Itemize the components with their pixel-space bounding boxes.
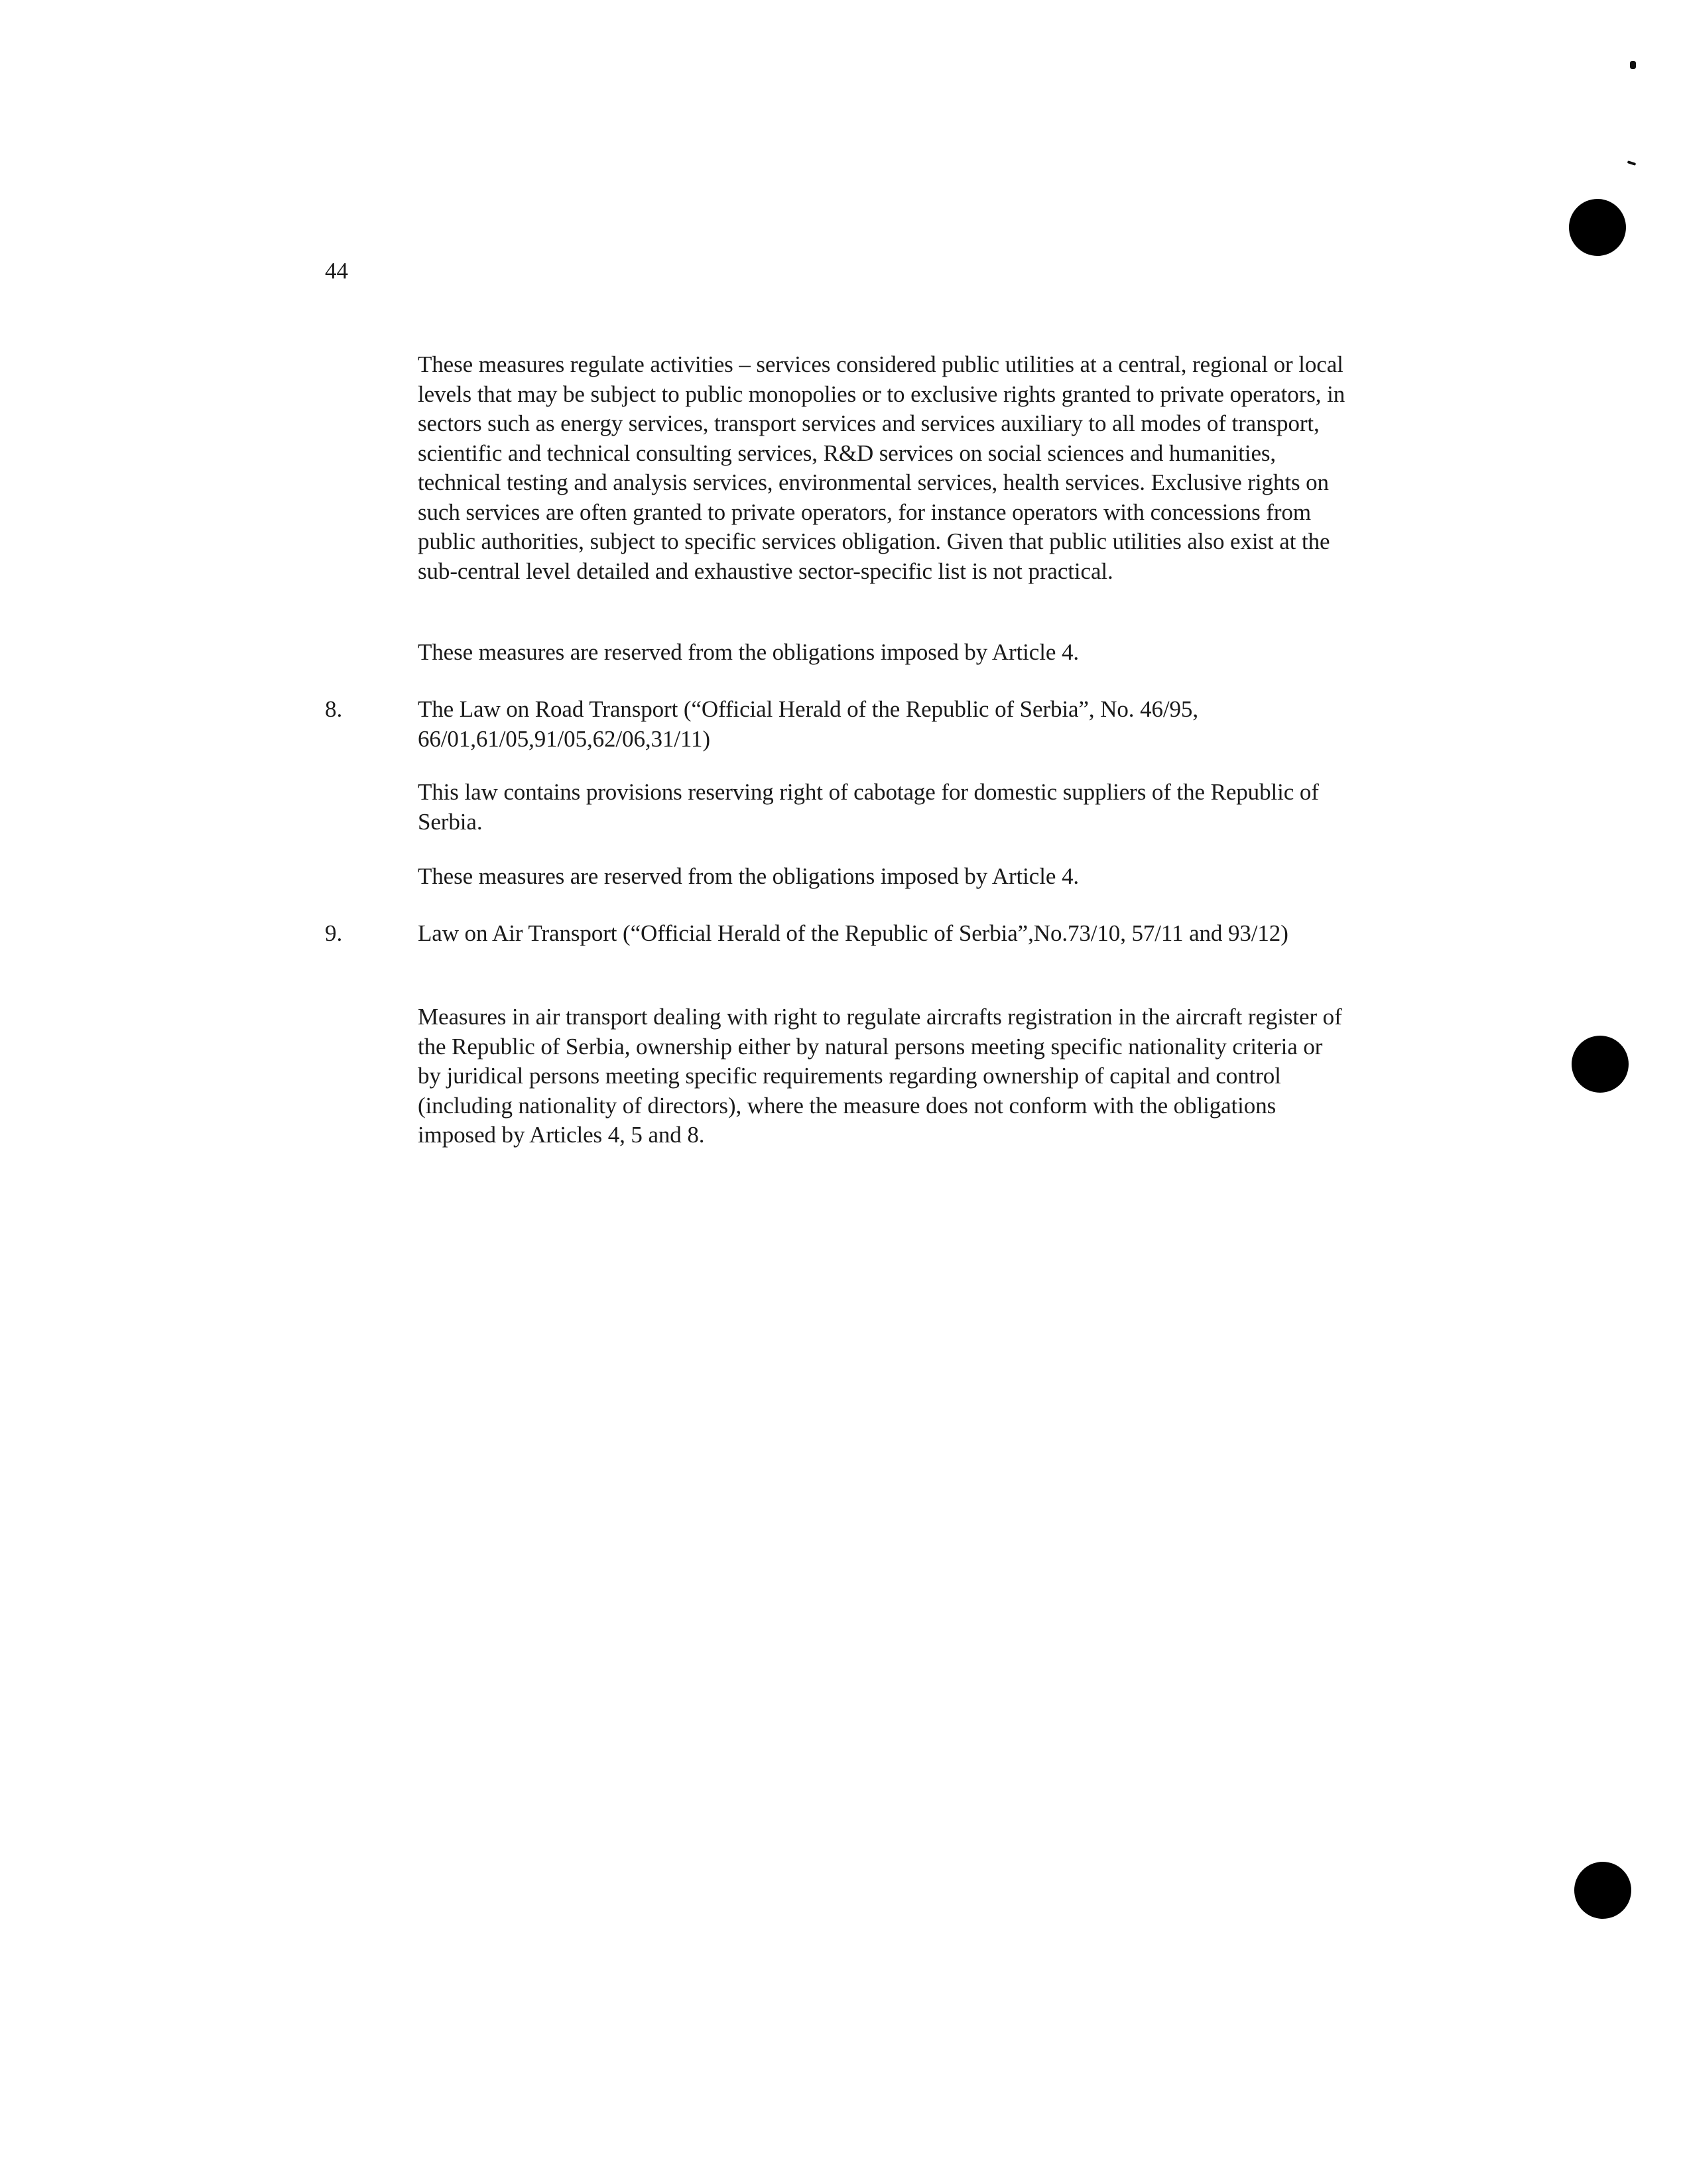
intro-reservation: These measures are reserved from the obligations imposed by Article 4. xyxy=(418,639,1079,665)
scan-speck xyxy=(1630,61,1636,69)
page-number: 44 xyxy=(325,258,348,284)
punch-hole-middle xyxy=(1572,1036,1629,1093)
item-number: 9. xyxy=(325,920,343,946)
punch-hole-top xyxy=(1569,199,1626,256)
scan-speck xyxy=(1627,160,1637,166)
punch-hole-bottom xyxy=(1574,1862,1631,1919)
item-description: This law contains provisions reserving right of cabotage for domestic suppliers of the Republic of Serbia. xyxy=(418,779,1319,835)
item-reservation: These measures are reserved from the obligations imposed by Article 4. xyxy=(418,863,1079,889)
item-number: 8. xyxy=(325,696,343,722)
item-title: Law on Air Transport (“Official Herald of the Republic of Serbia”,No.73/10, 57/11 and 93/12) xyxy=(418,920,1288,946)
intro-paragraph: These measures regulate activities – services considered public utilities at a central, regional or local levels that may be subject to public monopolies or to exclusive rights granted to private operators, in sectors such as energy services, transport services and services auxiliary to all modes of transport, scientific and technical consulting services, R&D services on social sciences and humanities, technical testing and analysis services, environmental services, health services. Exclusive rights on such services are often granted to private operators, for instance operators with concessions from public authorities, subject to specific services obligation. Given that public utilities also exist at the sub-central level detailed and exhaustive sector-specific list is not practical. xyxy=(418,351,1345,584)
item-description: Measures in air transport dealing with right to regulate aircrafts registration in the aircraft register of the Republic of Serbia, ownership either by natural persons meeting specific nationality criteria or by juridical persons meeting specific requirements regarding ownership of capital and control (including nationality of directors), where the measure does not conform with the obligations imposed by Articles 4, 5 and 8. xyxy=(418,1004,1342,1148)
item-title: The Law on Road Transport (“Official Herald of the Republic of Serbia”, No. 46/95, 66/01,61/05,91/05,62/06,31/11) xyxy=(418,696,1198,752)
